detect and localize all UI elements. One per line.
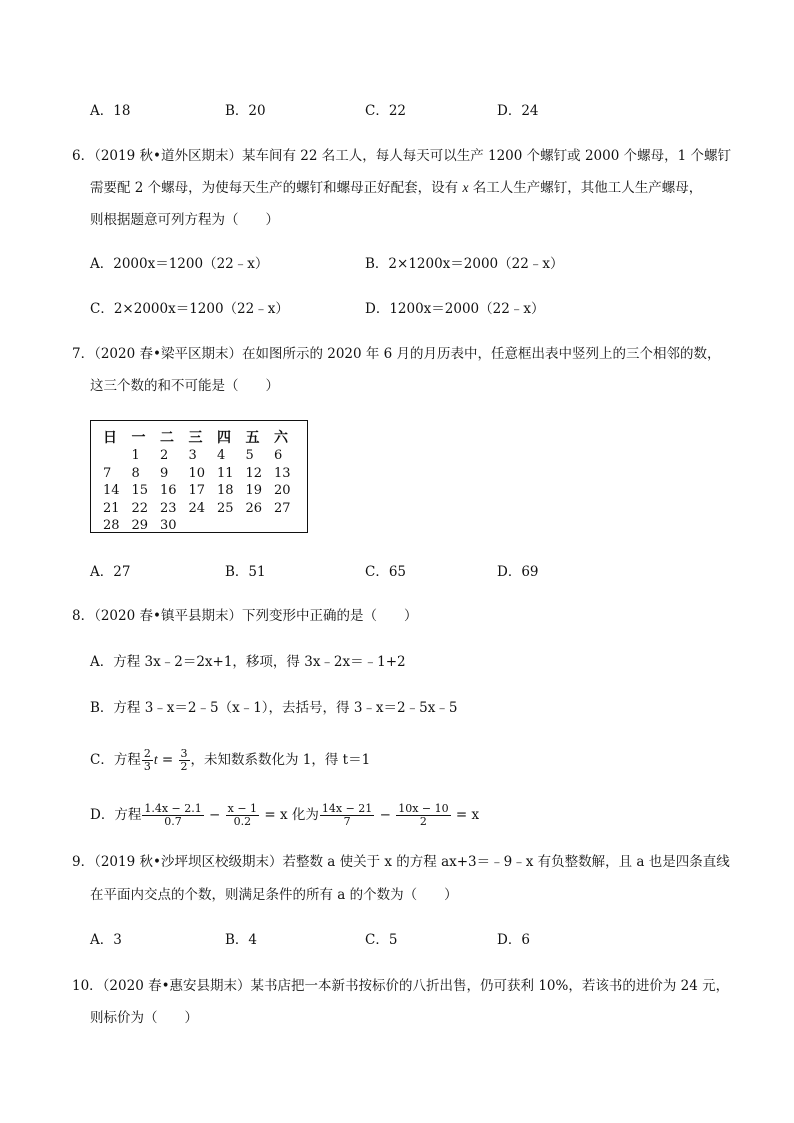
fraction: $\frac{10x - 10}{2}$: [398, 802, 449, 828]
q9-stem-line2: 在平面内交点的个数，则满足条件的所有 a 的个数为（ ）: [90, 887, 458, 903]
calendar-day: 24: [188, 500, 206, 516]
calendar-day: 1: [131, 448, 140, 464]
q6-option-c: C．2×2000x＝1200（22﹣x）: [90, 301, 289, 317]
calendar-day: 22: [131, 500, 149, 516]
calendar-table: [103, 427, 303, 535]
calendar-day: 27: [274, 500, 291, 516]
q5-option-d: D．24: [497, 103, 539, 119]
q6-stem-line1: 6．（2019 秋•道外区期末）某车间有 22 名工人，每人每天可以生产 1200 个螺钉或 2000 个螺母，1 个螺钉: [72, 148, 731, 164]
calendar-header: 五: [245, 430, 260, 446]
q9-option-d: D．6: [497, 932, 530, 948]
q7-option-b: B．51: [225, 564, 266, 580]
calendar-day: [274, 517, 303, 535]
q6-option-d: D．1200x＝2000（22﹣x）: [365, 301, 545, 317]
calendar-header: 二: [160, 430, 174, 446]
calendar-day: 20: [274, 483, 291, 499]
calendar-header: 六: [274, 430, 288, 446]
calendar-row: [103, 465, 303, 483]
calendar-day: 3: [188, 448, 197, 464]
calendar-day: 21: [103, 500, 120, 516]
q10-stem-line1: 10．（2020 春•惠安县期末）某书店把一本新书按标价的八折出售，仍可获利 10%，若该书的进价为 24 元，: [72, 978, 730, 994]
calendar-day: 9: [160, 465, 169, 481]
q8-option-d: D．方程 $\frac{1.4x - 2.1}{0.7}$ − $\frac{x - 1}{0.2}$ = x 化为 $\frac{14x - 21}{7}$ − $\frac{10x - 10}{2}$ = x: [90, 802, 480, 828]
calendar-row: [103, 482, 303, 500]
calendar-day: [246, 517, 275, 535]
q7-option-c: C．65: [365, 564, 407, 580]
calendar-day: 14: [103, 483, 120, 499]
calendar-day: 29: [131, 518, 149, 534]
calendar-day: 25: [217, 500, 234, 516]
calendar-day: 17: [188, 483, 206, 499]
calendar-day: 18: [217, 483, 234, 499]
calendar-day: 26: [245, 500, 263, 516]
calendar-box: [90, 420, 308, 533]
q6-option-a: A．2000x＝1200（22﹣x）: [90, 256, 269, 272]
calendar-day: 30: [160, 518, 177, 534]
q8-stem: 8．（2020 春•镇平县期末）下列变形中正确的是（ ）: [72, 608, 418, 624]
q10-stem-line2: 则标价为（ ）: [90, 1010, 198, 1026]
q7-option-a: A．27: [90, 564, 131, 580]
calendar-header: 三: [188, 430, 203, 446]
calendar-day: 13: [274, 465, 291, 481]
fraction: $\frac{2}{3}$: [143, 747, 151, 773]
calendar-day: 5: [245, 448, 254, 464]
q8-option-c: C．方程 $\frac{2}{3}$ t = $\frac{3}{2}$ ，未知数系数化为 1，得 t＝1: [90, 747, 371, 773]
calendar-header: 日: [103, 430, 117, 446]
calendar-row: [103, 447, 303, 465]
calendar-day: 8: [131, 465, 140, 481]
calendar-day: 4: [217, 448, 226, 464]
calendar-day: 19: [245, 483, 263, 499]
q6-stem-line3: 则根据题意可列方程为（ ）: [90, 212, 279, 228]
q7-stem-line1: 7．（2020 春•梁平区期末）在如图所示的 2020 年 6 月的月历表中，任意框出表中竖列上的三个相邻的数，: [72, 346, 721, 362]
q7-stem-line2: 这三个数的和不可能是（ ）: [90, 378, 279, 394]
q9-option-b: B．4: [225, 932, 258, 948]
calendar-day: 2: [160, 448, 169, 464]
q5-option-a: A．18: [90, 103, 131, 119]
q5-option-c: C．22: [365, 103, 407, 119]
fraction: $\frac{1.4x - 2.1}{0.7}$: [144, 802, 202, 828]
calendar-day: 6: [274, 448, 283, 464]
q9-option-a: A．3: [90, 932, 122, 948]
fraction: $\frac{14x - 21}{7}$: [321, 802, 373, 828]
q6-stem-line2: 需要配 2 个螺母，为使每天生产的螺钉和螺母正好配套，设有 x 名工人生产螺钉，其他工人生产螺母，: [90, 180, 703, 196]
calendar-day: [217, 517, 246, 535]
calendar-day: 10: [188, 465, 206, 481]
calendar-header: 四: [217, 430, 231, 446]
calendar-row: [103, 517, 303, 535]
fraction: $\frac{3}{2}$: [180, 747, 188, 773]
q9-option-c: C．5: [365, 932, 398, 948]
calendar-row: [103, 500, 303, 518]
q7-option-d: D．69: [497, 564, 539, 580]
q6-option-b: B．2×1200x＝2000（22﹣x）: [365, 256, 564, 272]
q8-option-b: B．方程 3﹣x＝2﹣5（x﹣1），去括号，得 3﹣x＝2﹣5x﹣5: [90, 700, 458, 716]
fraction: $\frac{x - 1}{0.2}$: [227, 802, 258, 828]
calendar-day: 23: [160, 500, 177, 516]
q9-stem-line1: 9．（2019 秋•沙坪坝区校级期末）若整数 a 使关于 x 的方程 ax+3＝﹣9﹣x 有负整数解，且 a 也是四条直线: [72, 854, 730, 870]
calendar-day: 15: [131, 483, 149, 499]
q5-option-b: B．20: [225, 103, 266, 119]
calendar-day: 16: [160, 483, 177, 499]
calendar-day: [103, 447, 132, 465]
calendar-day: 11: [217, 465, 234, 481]
calendar-day: 28: [103, 518, 120, 534]
calendar-header: 一: [131, 430, 146, 446]
q8-option-a: A．方程 3x﹣2＝2x+1，移项，得 3x﹣2x＝﹣1+2: [90, 654, 406, 670]
calendar-day: 7: [103, 465, 112, 481]
calendar-day: [189, 517, 218, 535]
calendar-day: 12: [245, 465, 263, 481]
